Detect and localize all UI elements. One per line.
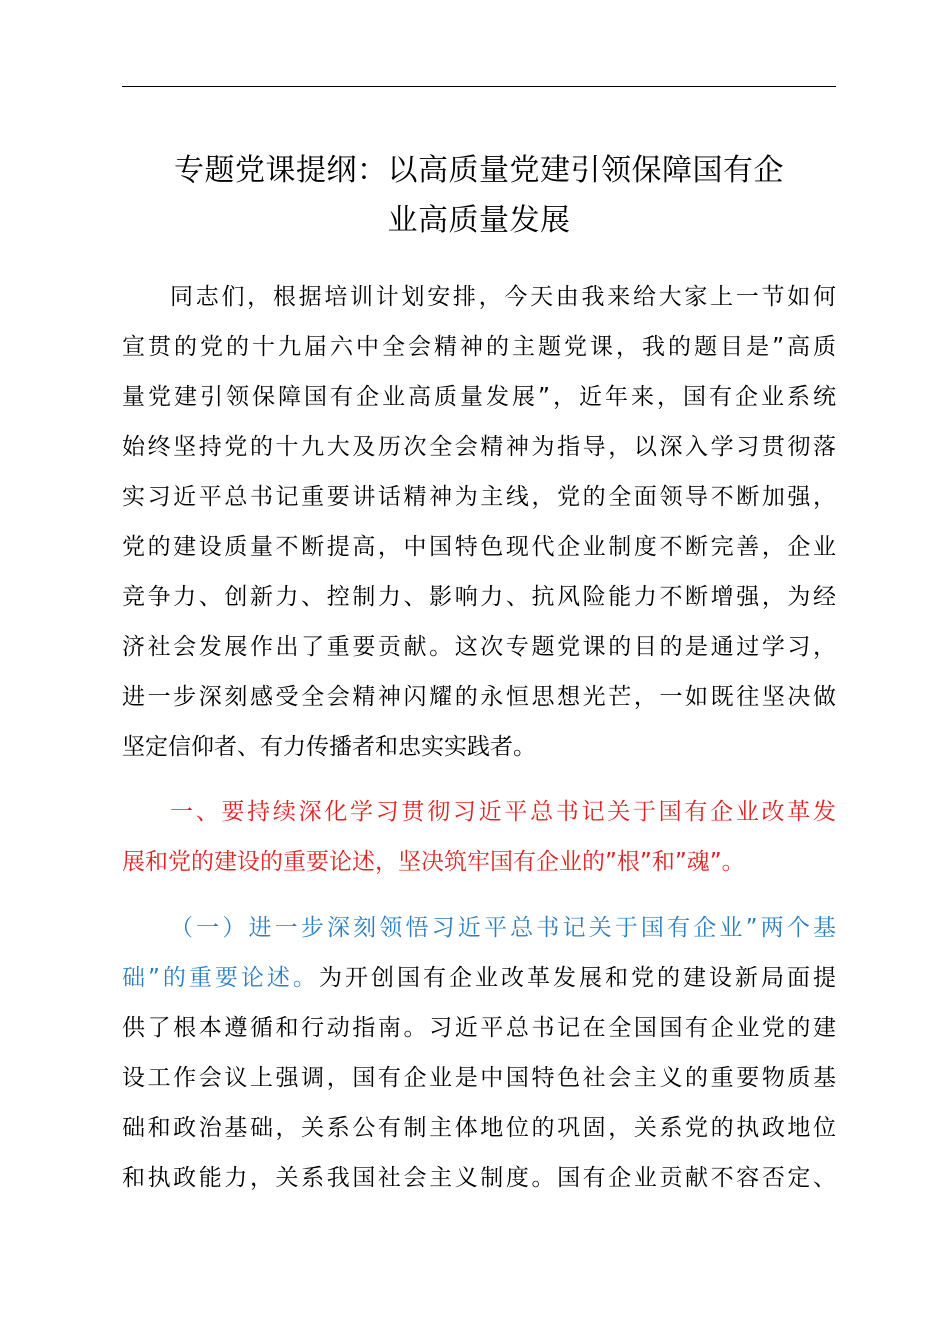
intro-line: 党的建设质量不断提高，中国特色现代企业制度不断完善，企业 [122, 534, 836, 560]
intro-line: 始终坚持党的十九大及历次全会精神为指导，以深入学习贯彻落 [122, 434, 836, 460]
subsection-body-line: 设工作会议上强调，国有企业是中国特色社会主义的重要物质基 [122, 1065, 836, 1091]
intro-line: 量党建引领保障国有企业高质量发展”，近年来，国有企业系统 [122, 384, 836, 410]
intro-line: 进一步深刻感受全会精神闪耀的永恒思想光芒，一如既往坚决做 [122, 684, 836, 710]
intro-paragraph [122, 272, 836, 772]
intro-line: 同志们，根据培训计划安排，今天由我来给大家上一节如何 [170, 284, 836, 310]
subsection-heading-line: （一）进一步深刻领悟习近平总书记关于国有企业”两个基 [170, 915, 836, 941]
subsection-body-line: 和执政能力，关系我国社会主义制度。国有企业贡献不容否定、 [122, 1165, 836, 1191]
title-line-1: 专题党课提纲：以高质量党建引领保障国有企 [174, 153, 784, 188]
intro-line: 济社会发展作出了重要贡献。这次专题党课的目的是通过学习， [122, 634, 836, 660]
intro-line: 竞争力、创新力、控制力、影响力、抗风险能力不断增强，为经 [122, 584, 836, 610]
subsection-body-line: 础和政治基础，关系公有制主体地位的巩固，关系党的执政地位 [122, 1115, 836, 1141]
subsection-body-start: 为开创国有企业改革发展和党的建设新局面提 [318, 965, 837, 991]
section-heading-line: 展和党的建设的重要论述，坚决筑牢国有企业的”根”和”魂”。 [122, 849, 745, 875]
document-title [122, 146, 836, 246]
intro-line: 宣贯的党的十九届六中全会精神的主题党课，我的题目是”高质 [122, 334, 836, 360]
subsection-paragraph-1 [122, 903, 836, 1203]
title-line-2: 业高质量发展 [387, 203, 571, 238]
subsection-body-line: 供了根本遵循和行动指南。习近平总书记在全国国有企业党的建 [122, 1015, 836, 1041]
intro-line: 坚定信仰者、有力传播者和忠实实践者。 [122, 734, 536, 760]
intro-line: 实习近平总书记重要讲话精神为主线，党的全面领导不断加强， [122, 484, 836, 510]
section-heading-line: 一、要持续深化学习贯彻习近平总书记关于国有企业改革发 [170, 799, 836, 825]
subsection-heading-end: 础”的重要论述。 [122, 965, 319, 991]
subsection-mixed-line [122, 953, 836, 1003]
section-heading-1 [122, 787, 836, 887]
header-rule [122, 86, 836, 87]
